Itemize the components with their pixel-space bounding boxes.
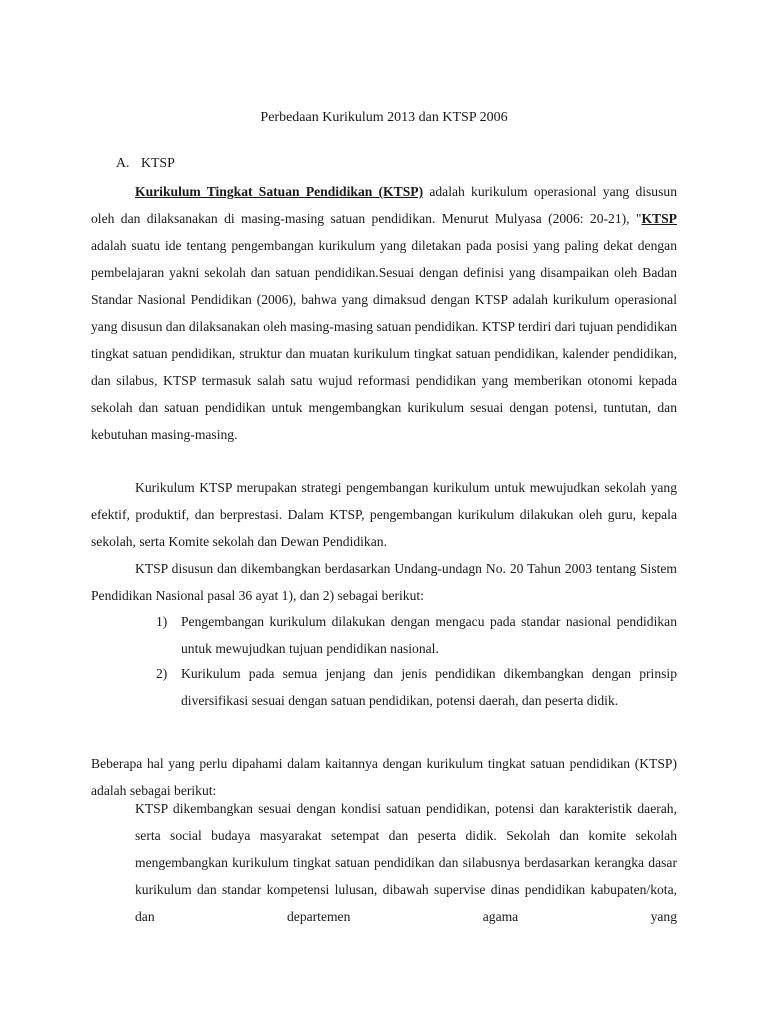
paragraph-1-text-b: adalah suatu ide tentang pengembangan kurikulum yang diletakan pada posisi yang paling dekat dengan pembelajaran yakni sekolah dan satuan pendidikan.Sesuai dengan definisi yang disampaikan oleh Badan Standar Nasional Pendidikan (2006), bahwa yang dimaksud dengan KTSP adalah kurikulum operasional yang disusun dan dilaksanakan oleh masing-masing satuan pendidikan. KTSP terdiri dari tujuan pendidikan tingkat satuan pendidikan, struktur dan muatan kurikulum tingkat satuan pendidikan, kalender pendidikan, dan silabus, KTSP termasuk salah satu wujud reformasi pendidikan yang memberikan otonomi kepada sekolah dan satuan pendidikan untuk mengembangkan kurikulum sesuai dengan potensi, tuntutan, dan kebutuhan masing-masing. [91, 238, 677, 442]
section-a-title: KTSP [141, 155, 175, 170]
list-item-number: 2) [156, 666, 168, 681]
paragraph-4: Beberapa hal yang perlu dipahami dalam kaitannya dengan kurikulum tingkat satuan pendidikan (KTSP) adalah sebagai berikut: [91, 756, 677, 798]
paragraph-3: KTSP disusun dan dikembangkan berdasarkan Undang-undagn No. 20 Tahun 2003 tentang Sistem Pendidikan Nasional pasal 36 ayat 1), dan 2) sebagai berikut: [91, 561, 677, 603]
document-title: Perbedaan Kurikulum 2013 dan KTSP 2006 [260, 110, 508, 125]
legal-basis-list [156, 608, 677, 714]
paragraph-5: KTSP dikembangkan sesuai dengan kondisi satuan pendidikan, potensi dan karakteristik daerah, serta social budaya masyarakat setempat dan peserta didik. Sekolah dan komite sekolah mengembangkan kurikulum tingkat satuan pendidikan dan silabusnya berdasarkan kerangka dasar kurikulum dan standar kompetensi lulusan, dibawah supervise dinas pendidikan kabupaten/kota, dan departemen agama yang [135, 801, 677, 924]
list-item-text: Pengembangan kurikulum dilakukan dengan mengacu pada standar nasional pendidikan untuk mewujudkan tujuan pendidikan nasional. [181, 614, 677, 656]
section-a-marker: A. [116, 155, 130, 170]
list-item [156, 608, 677, 662]
paragraph-ktsp-definition [91, 178, 677, 448]
ktsp-emphasis: KTSP [641, 211, 677, 226]
list-item-number: 1) [156, 614, 168, 629]
list-item-text: Kurikulum pada semua jenjang dan jenis pendidikan dikembangkan dengan prinsip diversifikasi sesuai dengan satuan pendidikan, potensi daerah, dan peserta didik. [181, 666, 677, 708]
list-item [156, 660, 677, 714]
section-a-heading [116, 152, 175, 174]
ktsp-term: Kurikulum Tingkat Satuan Pendidikan (KTSP) [135, 184, 424, 199]
paragraph-1-text-a: adalah kurikulum operasional yang disusun oleh dan dilaksanakan di masing-masing satuan pendidikan. Menurut Mulyasa (2006: 20-21), " [91, 184, 677, 226]
paragraph-2: Kurikulum KTSP merupakan strategi pengembangan kurikulum untuk mewujudkan sekolah yang efektif, produktif, dan berprestasi. Dalam KTSP, pengembangan kurikulum dilakukan oleh guru, kepala sekolah, serta Komite sekolah dan Dewan Pendidikan. [91, 480, 677, 549]
